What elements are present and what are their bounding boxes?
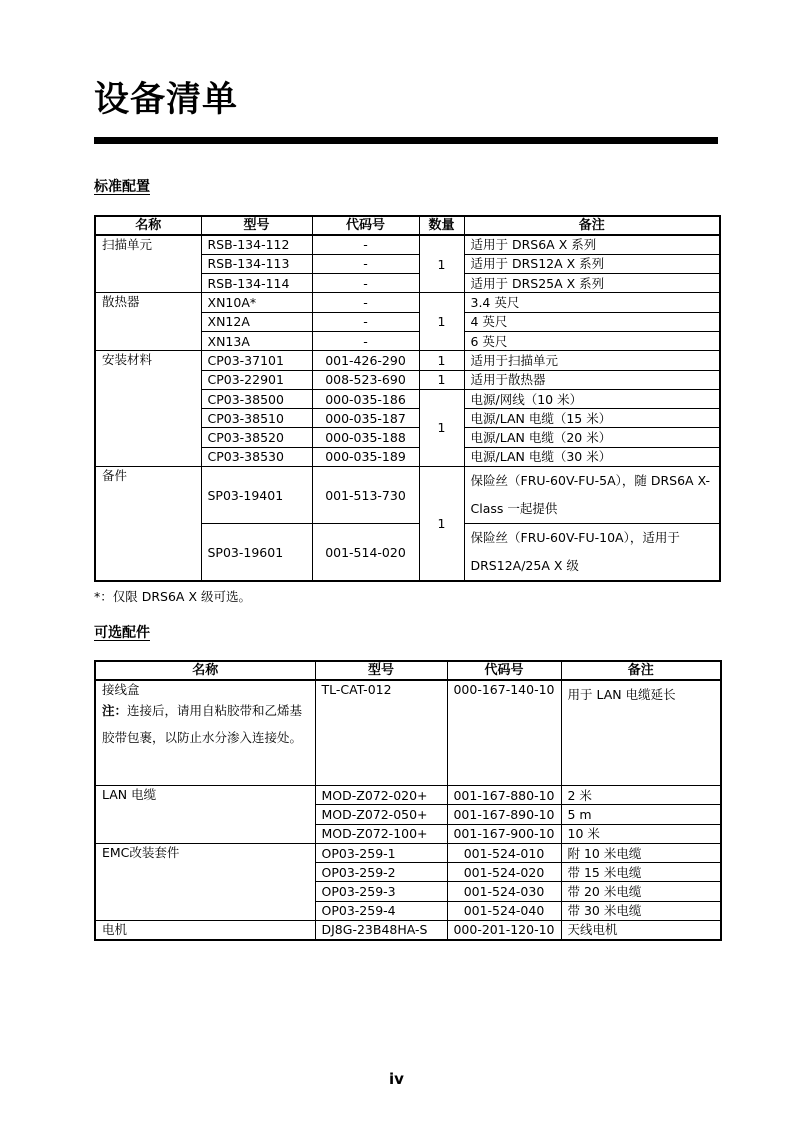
model-cell: SP03-19601 [201, 524, 312, 582]
code-cell: 001-426-290 [312, 351, 419, 370]
group-name-spares: 备件 [95, 467, 201, 582]
footnote: *：仅限 DRS6A X 级可选。 [94, 589, 251, 604]
table-header-row [95, 661, 721, 680]
table-row [95, 235, 720, 254]
remarks-cell: 带 20 米电缆 [561, 882, 721, 901]
remarks-cell: 带 15 米电缆 [561, 863, 721, 882]
qty-cell: 1 [419, 370, 464, 389]
model-cell: XN13A [201, 331, 312, 350]
group-name-emc: EMC改装套件 [95, 843, 315, 920]
code-cell: 000-201-120-10 [447, 921, 561, 940]
remarks-cell: 3.4 英尺 [464, 293, 720, 312]
code-cell: 000-035-189 [312, 447, 419, 466]
standard-section-heading: 标准配置 [94, 179, 150, 195]
table-row [95, 293, 720, 312]
qty-cell: 1 [419, 351, 464, 370]
model-cell: DJ8G-23B48HA-S [315, 921, 447, 940]
group-name-install: 安装材料 [95, 351, 201, 467]
note-label: 注： [102, 703, 128, 718]
header-code: 代码号 [312, 216, 419, 235]
code-cell: 001-167-880-10 [447, 786, 561, 805]
code-cell: - [312, 274, 419, 293]
code-cell: 008-523-690 [312, 370, 419, 389]
model-cell: MOD-Z072-020+ [315, 786, 447, 805]
code-cell: - [312, 312, 419, 331]
junction-box-note [102, 697, 309, 751]
model-cell: OP03-259-1 [315, 843, 447, 862]
code-cell: 000-035-186 [312, 389, 419, 408]
remarks-cell: 适用于扫描单元 [464, 351, 720, 370]
header-model: 型号 [315, 661, 447, 680]
header-qty: 数量 [419, 216, 464, 235]
code-cell: 001-524-030 [447, 882, 561, 901]
table-row [95, 467, 720, 524]
remarks-cell: 适用于 DRS12A X 系列 [464, 254, 720, 273]
remarks-cell: 5 m [561, 805, 721, 824]
model-cell: CP03-38530 [201, 447, 312, 466]
qty-cell: 1 [419, 293, 464, 351]
code-cell: 000-035-188 [312, 428, 419, 447]
remarks-cell: 适用于 DRS6A X 系列 [464, 235, 720, 254]
code-cell: 001-167-890-10 [447, 805, 561, 824]
page-number: iv [389, 1070, 404, 1088]
header-model: 型号 [201, 216, 312, 235]
model-cell: CP03-38510 [201, 409, 312, 428]
remarks-cell: 天线电机 [561, 921, 721, 940]
remarks-cell: 电源/网线（10 米） [464, 389, 720, 408]
table-row [95, 921, 721, 940]
remarks-cell: 10 米 [561, 824, 721, 843]
remarks-cell: 带 30 米电缆 [561, 901, 721, 920]
optional-section-heading: 可选配件 [94, 625, 150, 641]
remarks-cell: 适用于 DRS25A X 系列 [464, 274, 720, 293]
qty-cell: 1 [419, 389, 464, 466]
code-cell: 001-524-040 [447, 901, 561, 920]
remarks-cell: 用于 LAN 电缆延长 [561, 680, 721, 786]
model-cell: XN12A [201, 312, 312, 331]
model-cell: CP03-37101 [201, 351, 312, 370]
remarks-cell: 电源/LAN 电缆（15 米） [464, 409, 720, 428]
remarks-cell: 4 英尺 [464, 312, 720, 331]
model-cell: MOD-Z072-100+ [315, 824, 447, 843]
remarks-cell: 电源/LAN 电缆（30 米） [464, 447, 720, 466]
title-rule [94, 137, 718, 144]
note-text: 连接后，请用自粘胶带和乙烯基胶带包裹，以防止水分渗入连接处。 [102, 703, 303, 745]
model-cell: CP03-22901 [201, 370, 312, 389]
group-name-motor: 电机 [95, 921, 315, 940]
code-cell: 000-167-140-10 [447, 680, 561, 786]
header-name: 名称 [95, 661, 315, 680]
code-cell: 000-035-187 [312, 409, 419, 428]
table-row [95, 786, 721, 805]
header-remarks: 备注 [464, 216, 720, 235]
model-cell: OP03-259-3 [315, 882, 447, 901]
code-cell: 001-514-020 [312, 524, 419, 582]
standard-equipment-table [94, 215, 721, 582]
junction-box-cell [95, 680, 315, 786]
header-code: 代码号 [447, 661, 561, 680]
group-name-scanner: 扫描单元 [95, 235, 201, 293]
table-row [95, 351, 720, 370]
model-cell: RSB-134-112 [201, 235, 312, 254]
model-cell: CP03-38500 [201, 389, 312, 408]
remarks-cell: 附 10 米电缆 [561, 843, 721, 862]
qty-cell: 1 [419, 467, 464, 582]
model-cell: CP03-38520 [201, 428, 312, 447]
remarks-cell: 2 米 [561, 786, 721, 805]
code-cell: - [312, 254, 419, 273]
model-cell: XN10A* [201, 293, 312, 312]
group-name-radiator: 散热器 [95, 293, 201, 351]
model-cell: RSB-134-113 [201, 254, 312, 273]
model-cell: TL-CAT-012 [315, 680, 447, 786]
remarks-cell: 6 英尺 [464, 331, 720, 350]
code-cell: - [312, 293, 419, 312]
code-cell: - [312, 331, 419, 350]
code-cell: 001-524-020 [447, 863, 561, 882]
optional-equipment-table [94, 660, 722, 941]
remarks-cell: 保险丝（FRU-60V-FU-5A），随 DRS6A X-Class 一起提供 [464, 467, 720, 524]
page-title: 设备清单 [94, 80, 239, 120]
code-cell: 001-524-010 [447, 843, 561, 862]
remarks-cell: 保险丝（FRU-60V-FU-10A），适用于 DRS12A/25A X 级 [464, 524, 720, 582]
model-cell: MOD-Z072-050+ [315, 805, 447, 824]
junction-box-name: 接线盒 [102, 682, 140, 697]
model-cell: RSB-134-114 [201, 274, 312, 293]
remarks-cell: 适用于散热器 [464, 370, 720, 389]
code-cell: 001-167-900-10 [447, 824, 561, 843]
qty-cell: 1 [419, 235, 464, 293]
remarks-cell: 电源/LAN 电缆（20 米） [464, 428, 720, 447]
code-cell: - [312, 235, 419, 254]
header-name: 名称 [95, 216, 201, 235]
table-row [95, 843, 721, 862]
model-cell: SP03-19401 [201, 467, 312, 524]
header-remarks: 备注 [561, 661, 721, 680]
table-row [95, 680, 721, 786]
table-header-row [95, 216, 720, 235]
model-cell: OP03-259-4 [315, 901, 447, 920]
model-cell: OP03-259-2 [315, 863, 447, 882]
code-cell: 001-513-730 [312, 467, 419, 524]
group-name-lan: LAN 电缆 [95, 786, 315, 844]
